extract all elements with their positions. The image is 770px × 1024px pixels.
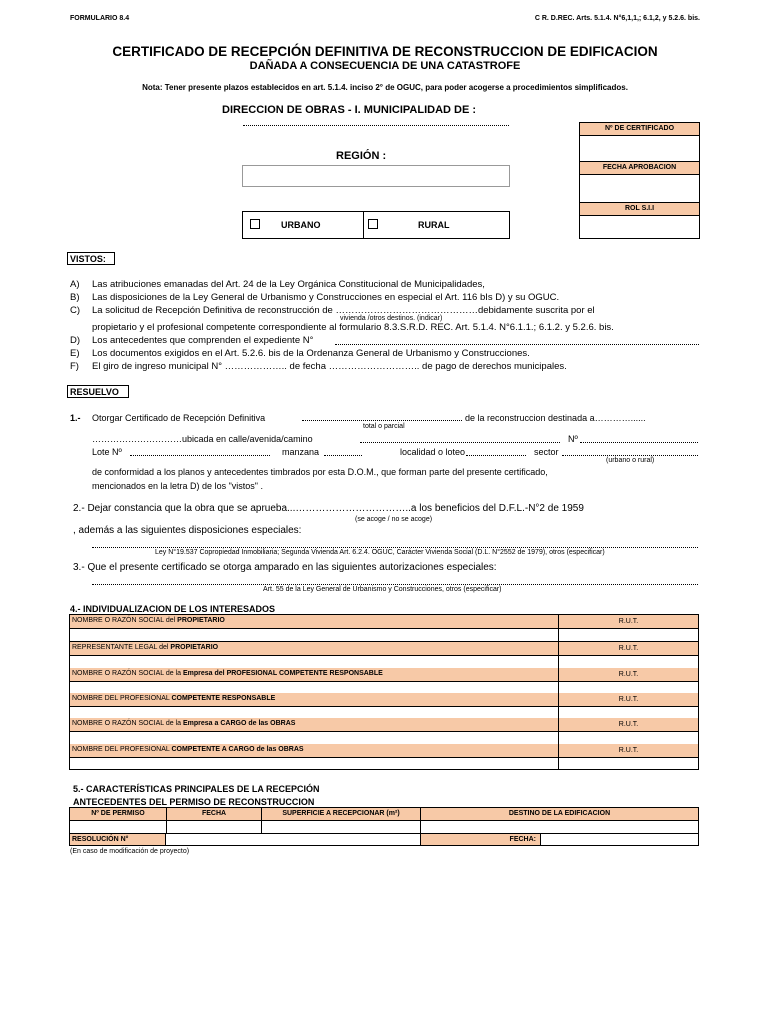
title-line2: DAÑADA A CONSECUENCIA DE UNA CATASTROFE bbox=[249, 60, 521, 72]
numero-field[interactable] bbox=[580, 442, 698, 443]
resuelvo-heading: RESUELVO bbox=[67, 385, 129, 398]
interesados-row-2-header: REPRESENTANTE LEGAL del PROPIETARIO R.U.T. bbox=[70, 642, 698, 656]
resuelvo-1-b: de la reconstruccion destinada a…………...... bbox=[465, 413, 646, 423]
fecha-resolucion-label: FECHA: bbox=[421, 834, 541, 845]
cert-number-field[interactable] bbox=[580, 136, 699, 160]
resuelvo-3-note: Art. 55 de la Ley General de Urbanismo y Construcciones, otros (especificar) bbox=[263, 586, 502, 593]
total-parcial-field[interactable] bbox=[302, 420, 462, 421]
vistos-item-e: E) Los documentos exigidos en el Art. 5.2.6. bis de la Ordenanza General de Urbanismo y Construcciones. bbox=[70, 348, 530, 359]
recepcion-table bbox=[69, 807, 699, 846]
resuelvo-2: 2.- Dejar constancia que la obra que se aprueba...……………………………..a los beneficios del D.F.L.-N°2 de 1959 bbox=[73, 503, 584, 514]
lote-field[interactable] bbox=[130, 455, 270, 456]
rol-sii-field[interactable] bbox=[580, 215, 699, 238]
superficie-field[interactable] bbox=[262, 821, 421, 833]
region-field[interactable] bbox=[242, 165, 510, 187]
resolucion-row bbox=[70, 834, 698, 845]
title-note: Nota: Tener presente plazos establecidos en art. 5.1.4. inciso 2° de OGUC, para poder acogerse a procedimientos simplificados. bbox=[142, 83, 628, 92]
recepcion-heading: 5.- CARACTERÍSTICAS PRINCIPALES DE LA RECEPCIÓN bbox=[73, 784, 320, 794]
title-line1: CERTIFICADO DE RECEPCIÓN DEFINITIVA DE RECONSTRUCCION DE EDIFICACION bbox=[112, 44, 658, 59]
rut-label: R.U.T. bbox=[558, 668, 698, 681]
rut-label: R.U.T. bbox=[558, 744, 698, 757]
autorizaciones-field[interactable] bbox=[92, 584, 698, 585]
vistos-item-d: D) Los antecedentes que comprenden el expediente N° bbox=[70, 335, 314, 346]
certificate-side-box bbox=[579, 122, 700, 239]
fecha-resolucion-field[interactable] bbox=[542, 834, 698, 845]
fecha-aprobacion-label: FECHA APROBACION bbox=[580, 161, 699, 175]
localidad-field[interactable] bbox=[466, 455, 526, 456]
rol-sii-label: ROL S.I.I bbox=[580, 202, 699, 216]
resuelvo-2-note: Ley N°19.537 Copropiedad Inmobiliaria; Segunda Vivienda Art. 6.2.4. OGUC, Carácter Vivienda Social (D.L. N°2552 de 1979), otros (especificar) bbox=[155, 549, 605, 556]
urbano-checkbox[interactable] bbox=[250, 219, 260, 229]
rut-label: R.U.T. bbox=[558, 642, 698, 655]
interesados-row-5-header: NOMBRE O RAZÓN SOCIAL de la Empresa a CARGO de las OBRAS R.U.T. bbox=[70, 718, 698, 732]
form-code: FORMULARIO 8.4 bbox=[70, 15, 130, 22]
col-superficie: SUPERFICIE A RECEPCIONAR (m²) bbox=[262, 808, 421, 820]
rut-label: R.U.T. bbox=[558, 615, 698, 628]
interesados-row-4-header: NOMBRE DEL PROFESIONAL COMPETENTE RESPONSABLE R.U.T. bbox=[70, 693, 698, 707]
direccion-label: DIRECCION DE OBRAS - I. MUNICIPALIDAD DE : bbox=[222, 104, 477, 116]
zona-selector bbox=[242, 211, 510, 239]
vistos-item-c: C) La solicitud de Recepción Definitiva de reconstrucción de ………………………………………debidamente suscrita por el bbox=[70, 305, 595, 316]
sector-label: sector bbox=[534, 447, 559, 457]
col-fecha: FECHA bbox=[167, 808, 262, 820]
interesados-row-1-header: NOMBRE O RAZÓN SOCIAL del PROPIETARIO R.U.T. bbox=[70, 615, 698, 629]
form-reference: C R. D.REC. Arts. 5.1.4. N°6,1,1,; 6.1,2, y 5.2.6. bis. bbox=[534, 15, 700, 22]
vistos-item-b: B) Las disposiciones de la Ley General de Urbanismo y Construcciones en especial el Art. 116 bIs D) y su OGUC. bbox=[70, 292, 560, 303]
resuelvo-2-sub: (se acoge / no se acoge) bbox=[355, 516, 433, 523]
interesados-row-6-header: NOMBRE DEL PROFESIONAL COMPETENTE A CARGO de las OBRAS R.U.T. bbox=[70, 744, 698, 758]
resolucion-field[interactable] bbox=[167, 834, 421, 845]
rut-label: R.U.T. bbox=[558, 718, 698, 731]
fecha-aprobacion-field[interactable] bbox=[580, 174, 699, 201]
resuelvo-1-a: Otorgar Certificado de Recepción Definitiva bbox=[92, 413, 266, 423]
resuelvo-1-d: de conformidad a los planos y antecedentes timbrados por esta D.O.M., que forman parte del presente certificado, bbox=[92, 467, 548, 477]
region-label: REGIÓN : bbox=[336, 150, 387, 162]
resolucion-label: RESOLUCIÓN N° bbox=[70, 834, 166, 845]
recepcion-data-row bbox=[70, 821, 698, 834]
vistos-heading: VISTOS: bbox=[67, 252, 115, 265]
manzana-label: manzana bbox=[282, 447, 320, 457]
rural-checkbox[interactable] bbox=[368, 219, 378, 229]
disposiciones-field[interactable] bbox=[92, 547, 698, 548]
sector-field[interactable] bbox=[562, 455, 698, 456]
resuelvo-1-e: mencionados en la letra D) de los "vistos" . bbox=[92, 481, 263, 491]
vistos-item-c-cont: propietario y el profesional competente correspondiente al formulario 8.3.S.R.D. REC. Art. 5.1.4. N°6.1.1.; 6.1.2. y 5.2.6. bis. bbox=[92, 322, 614, 333]
col-permiso: Nº DE PERMISO bbox=[70, 808, 167, 820]
vistos-item-f: F) El giro de ingreso municipal N° ……………….. de fecha ……………………….. de pago de derechos municipales. bbox=[70, 361, 567, 372]
vistos-c-sub: vivienda /otros destinos. (indicar) bbox=[340, 315, 443, 322]
permiso-field[interactable] bbox=[70, 821, 167, 833]
rural-label: RURAL bbox=[418, 220, 450, 230]
lote-label: Lote Nº bbox=[92, 447, 122, 457]
cert-number-label: Nº DE CERTIFICADO bbox=[580, 123, 699, 136]
resuelvo-3: 3.- Que el presente certificado se otorga amparado en las siguientes autorizaciones especiales: bbox=[73, 562, 497, 573]
urbano-rural-sub: (urbano o rural) bbox=[606, 457, 655, 464]
resuelvo-1-num: 1.- bbox=[70, 413, 81, 423]
antecedentes-heading: ANTECEDENTES DEL PERMISO DE RECONSTRUCCION bbox=[73, 797, 315, 807]
col-destino: DESTINO DE LA EDIFICACION bbox=[508, 810, 611, 817]
recepcion-header-row bbox=[70, 808, 698, 821]
resuelvo-1-c: …………………………ubicada en calle/avenida/camino bbox=[92, 434, 313, 444]
vistos-item-a: A) Las atribuciones emanadas del Art. 24 de la Ley Orgánica Constitucional de Municipalidades, bbox=[70, 279, 485, 290]
rut-label: R.U.T. bbox=[558, 693, 698, 706]
interesados-row-6-field[interactable] bbox=[70, 758, 698, 769]
expediente-field[interactable] bbox=[335, 344, 699, 345]
numero-label: Nº bbox=[568, 434, 578, 444]
interesados-row-3-header: NOMBRE O RAZÓN SOCIAL de la Empresa del PROFESIONAL COMPETENTE RESPONSABLE R.U.T. bbox=[70, 668, 698, 682]
interesados-table bbox=[69, 614, 699, 770]
manzana-field[interactable] bbox=[324, 455, 362, 456]
calle-field[interactable] bbox=[360, 442, 560, 443]
fecha-permiso-field[interactable] bbox=[167, 821, 262, 833]
municipalidad-field[interactable] bbox=[243, 125, 509, 126]
interesados-row-1-field[interactable] bbox=[70, 629, 698, 642]
destino-field[interactable] bbox=[421, 821, 698, 833]
resuelvo-2-b: , además a las siguientes disposiciones especiales: bbox=[73, 525, 302, 536]
localidad-label: localidad o loteo bbox=[400, 447, 466, 457]
total-parcial-sub: total o parcial bbox=[363, 423, 405, 430]
interesados-heading: 4.- INDIVIDUALIZACION DE LOS INTERESADOS bbox=[70, 604, 276, 614]
recepcion-footnote: (En caso de modificación de proyecto) bbox=[70, 848, 190, 855]
urbano-label: URBANO bbox=[281, 220, 321, 230]
